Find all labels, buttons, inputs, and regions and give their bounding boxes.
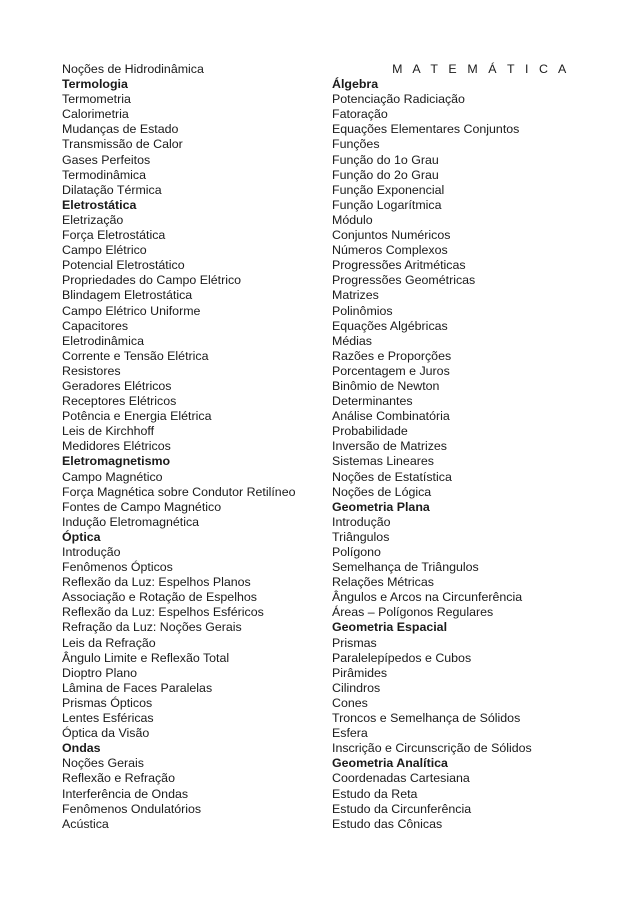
topic-item: Lâmina de Faces Paralelas (62, 680, 213, 695)
topic-item: Noções de Lógica (332, 484, 432, 499)
topic-item: Esfera (332, 726, 368, 741)
topic-item: Módulo (332, 212, 373, 227)
topic-item: Geradores Elétricos (62, 378, 172, 393)
topic-item: Números Complexos (332, 243, 448, 258)
topic-item: Óptica da Visão (62, 726, 150, 741)
topic-item: Noções de Estatística (332, 469, 452, 484)
topic-item: Sistemas Lineares (332, 454, 434, 469)
topic-item: Reflexão da Luz: Espelhos Planos (62, 575, 251, 590)
topic-item: Polígono (332, 545, 381, 559)
topic-item: Polinômios (332, 303, 393, 318)
topic-item: Equações Algébricas (332, 318, 448, 333)
topic-item: Fenômenos Ondulatórios (62, 801, 202, 816)
topic-item: Propriedades do Campo Elétrico (62, 273, 242, 288)
left-topic-column (62, 62, 324, 832)
topic-item: Ângulos e Arcos na Circunferência (332, 590, 523, 605)
topic-item: Relações Métricas (332, 575, 434, 590)
topic-item: Progressões Aritméticas (332, 258, 466, 273)
topic-item: Potenciação Radiciação (332, 92, 465, 107)
section-heading-ondas: Ondas (62, 741, 101, 756)
topic-item: Cilindros (332, 680, 381, 695)
topic-item: Probabilidade (332, 424, 408, 439)
topic-item: Resistores (62, 363, 121, 378)
topic-item: Função do 1o Grau (332, 152, 439, 167)
topic-item: Equações Elementares Conjuntos (332, 122, 520, 137)
topic-item: Funções (332, 137, 380, 152)
topic-item: Ângulo Limite e Reflexão Total (62, 650, 230, 665)
topic-item: Estudo das Cônicas (332, 816, 443, 831)
section-heading-algebra: Álgebra (332, 77, 379, 92)
section-heading-geometria-analitica: Geometria Analítica (332, 756, 448, 771)
topic-item: Prismas (332, 635, 377, 650)
topic-item: Refração da Luz: Noções Gerais (62, 620, 242, 635)
topic-item: Mudanças de Estado (62, 122, 179, 137)
section-heading-optica: Óptica (62, 529, 101, 544)
topic-item: Eletrodinâmica (62, 333, 144, 348)
topic-item: Lentes Esféricas (62, 711, 154, 726)
right-topic-column (332, 62, 582, 832)
topic-item: Interferência de Ondas (62, 786, 189, 801)
topic-item: Receptores Elétricos (62, 394, 177, 409)
topic-item: Força Magnética sobre Condutor Retilíneo (62, 484, 296, 499)
topic-item: Função do 2o Grau (332, 167, 439, 182)
section-title: M A T E M Á T I C A (392, 62, 570, 76)
topic-item: Indução Eletromagnética (62, 514, 200, 529)
topic-item: Noções Gerais (62, 756, 144, 771)
topic-item: Termometria (62, 92, 131, 107)
topic-item: Fenômenos Ópticos (62, 560, 173, 575)
topic-item: Dioptro Plano (62, 665, 138, 680)
section-heading-eletrostatica: Eletrostática (62, 197, 137, 212)
topic-item: Razões e Proporções (332, 348, 452, 363)
topic-item: Cones (332, 695, 368, 710)
topic-item: Termodinâmica (62, 167, 147, 182)
topic-item: Blindagem Eletrostática (62, 288, 193, 303)
topic-item: Semelhança de Triângulos (332, 560, 479, 575)
topic-item: Campo Magnético (62, 469, 163, 484)
topic-item: Potência e Energia Elétrica (62, 409, 212, 424)
topic-item: Dilatação Térmica (62, 182, 162, 197)
topic-item: Prismas Ópticos (62, 695, 153, 710)
topic-item: Fontes de Campo Magnético (62, 499, 222, 514)
topic-item: Estudo da Circunferência (332, 801, 472, 816)
topic-item: Análise Combinatória (332, 409, 450, 424)
topic-item: Capacitores (62, 318, 129, 333)
topic-item: Introdução (62, 545, 121, 559)
topic-item: Noções de Hidrodinâmica (62, 62, 204, 76)
topic-item: Binômio de Newton (332, 378, 440, 393)
topic-item: Corrente e Tensão Elétrica (62, 348, 209, 363)
topic-item: Reflexão e Refração (62, 771, 175, 786)
topic-item: Triângulos (332, 529, 390, 544)
topic-item: Acústica (62, 816, 109, 831)
topic-item: Inscrição e Circunscrição de Sólidos (332, 741, 532, 756)
topic-item: Introdução (332, 514, 391, 529)
topic-item: Paralelepípedos e Cubos (332, 650, 472, 665)
topic-item: Pirâmides (332, 665, 388, 680)
section-heading-eletromagnetismo: Eletromagnetismo (62, 454, 171, 469)
topic-item: Troncos e Semelhança de Sólidos (332, 711, 521, 726)
topic-item: Leis de Kirchhoff (62, 424, 155, 439)
topic-item: Áreas – Polígonos Regulares (332, 605, 494, 620)
section-heading-termologia: Termologia (62, 77, 128, 92)
topic-item: Gases Perfeitos (62, 152, 151, 167)
topic-item: Potencial Eletrostático (62, 258, 185, 273)
section-heading-geometria-plana: Geometria Plana (332, 499, 430, 514)
topic-item: Fatoração (332, 107, 388, 122)
topic-item: Campo Elétrico (62, 243, 147, 258)
section-heading-geometria-espacial: Geometria Espacial (332, 620, 448, 635)
topic-item: Função Logarítmica (332, 197, 442, 212)
topic-item: Coordenadas Cartesiana (332, 771, 470, 786)
topic-item: Inversão de Matrizes (332, 439, 448, 454)
topic-item: Médias (332, 333, 372, 348)
topic-item: Associação e Rotação de Espelhos (62, 590, 257, 605)
topic-item: Porcentagem e Juros (332, 363, 450, 378)
topic-item: Progressões Geométricas (332, 273, 476, 288)
topic-item: Função Exponencial (332, 182, 445, 197)
topic-item: Reflexão da Luz: Espelhos Esféricos (62, 605, 264, 620)
topic-item: Força Eletrostática (62, 228, 166, 243)
topic-item: Campo Elétrico Uniforme (62, 303, 201, 318)
topic-item: Estudo da Reta (332, 786, 418, 801)
topic-item: Determinantes (332, 394, 413, 409)
topic-item: Eletrização (62, 212, 124, 227)
topic-item: Calorimetria (62, 107, 129, 122)
topic-item: Medidores Elétricos (62, 439, 171, 454)
topic-item: Transmissão de Calor (62, 137, 183, 152)
topic-item: Matrizes (332, 288, 379, 303)
topic-item: Leis da Refração (62, 635, 156, 650)
topic-item: Conjuntos Numéricos (332, 228, 451, 243)
